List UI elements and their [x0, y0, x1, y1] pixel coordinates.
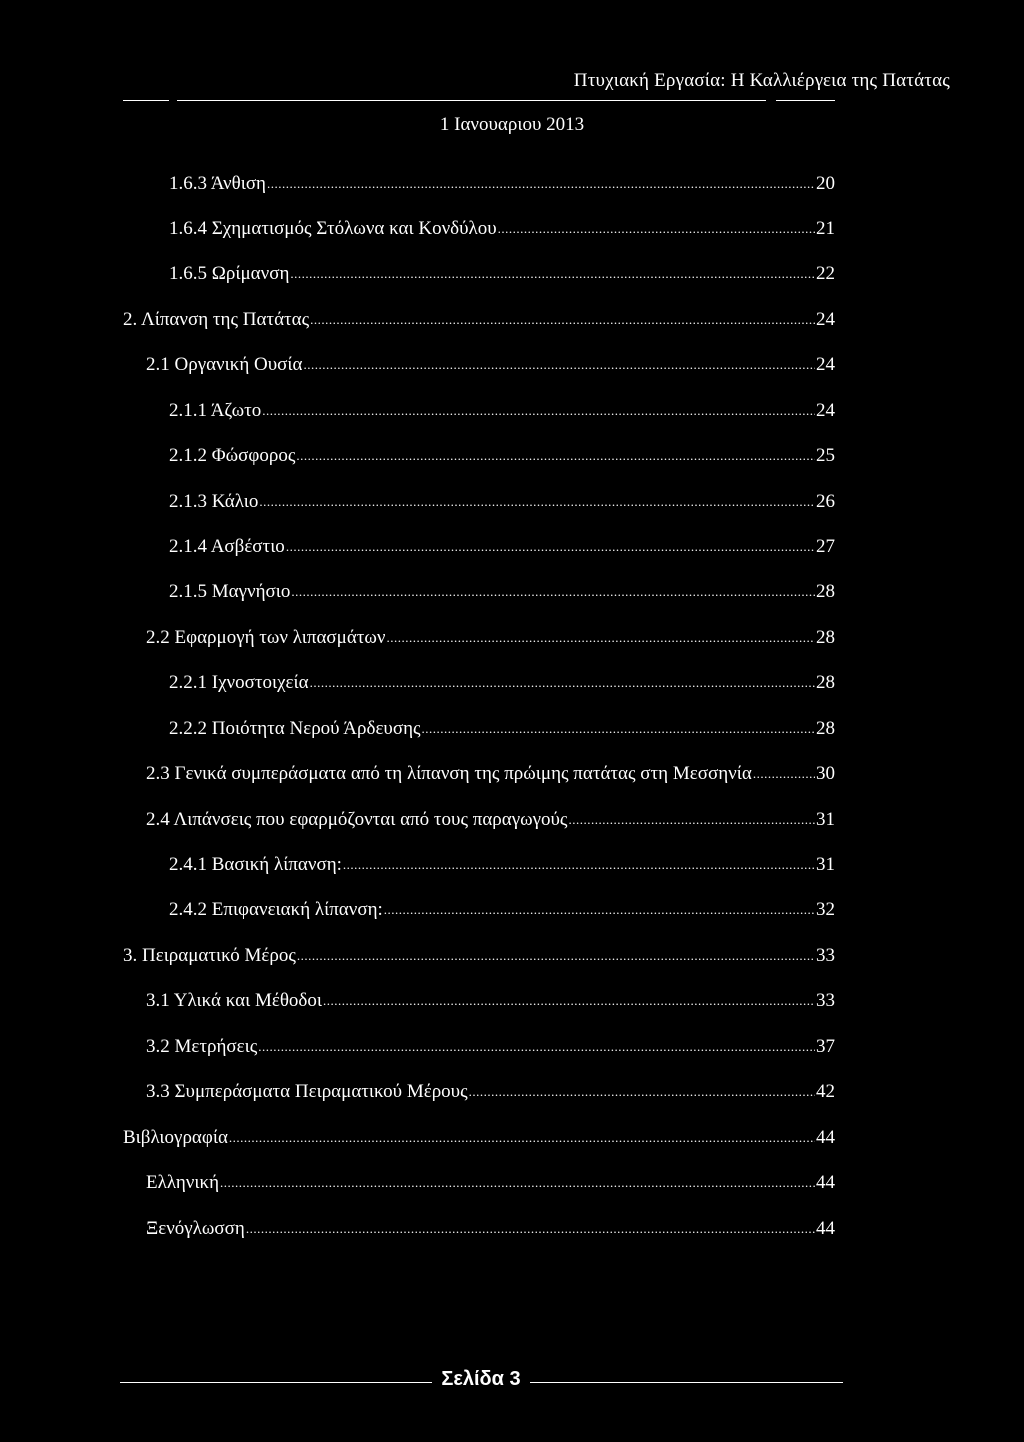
- toc-leader-dots: [343, 852, 815, 877]
- toc-leader-dots: [387, 625, 815, 650]
- toc-entry-label: 3.3 Συμπεράσματα Πειραματικού Μέρους: [146, 1081, 468, 1102]
- toc-leader-dots: [297, 943, 815, 968]
- toc-leader-dots: [290, 261, 815, 286]
- toc-entry-label: 2.1.2 Φώσφορος: [169, 445, 296, 466]
- toc-entry-page: 28: [816, 672, 835, 693]
- toc-entry-label: Ελληνική: [146, 1172, 220, 1193]
- toc-entry[interactable]: [169, 444, 835, 469]
- toc-leader-dots: [469, 1079, 815, 1104]
- footer-divider-right: [530, 1382, 843, 1383]
- toc-entry-page: 44: [816, 1172, 835, 1193]
- toc-entry-page: 24: [816, 400, 835, 421]
- toc-entry-page: 30: [816, 763, 835, 784]
- toc-entry[interactable]: [146, 626, 835, 651]
- toc-leader-dots: [262, 398, 815, 423]
- toc-leader-dots: [258, 1034, 815, 1059]
- toc-entry-label: 2.2.2 Ποιότητα Νερού Άρδευσης: [169, 718, 421, 739]
- toc-entry[interactable]: [169, 217, 835, 242]
- footer-divider-left: [120, 1382, 432, 1383]
- toc-entry[interactable]: [146, 1217, 835, 1242]
- toc-entry-page: 24: [816, 309, 835, 330]
- toc-entry-label: 3.1 Υλικά και Μέθοδοι: [146, 990, 322, 1011]
- toc-entry[interactable]: [146, 1035, 835, 1060]
- toc-entry[interactable]: [169, 671, 835, 696]
- toc-entry-page: 31: [816, 809, 835, 830]
- toc-entry[interactable]: [123, 1126, 835, 1151]
- toc-entry-label: 2.4 Λιπάνσεις που εφαρμόζονται από τους παραγωγούς: [146, 809, 568, 830]
- toc-entry[interactable]: [169, 535, 835, 560]
- toc-entry-page: 22: [816, 263, 835, 284]
- toc-entry[interactable]: [146, 808, 835, 833]
- toc-leader-dots: [229, 1125, 815, 1150]
- toc-entry[interactable]: [146, 1080, 835, 1105]
- toc-entry-page: 25: [816, 445, 835, 466]
- toc-entry[interactable]: [146, 353, 835, 378]
- toc-entry-label: Βιβλιογραφία: [123, 1127, 228, 1148]
- toc-entry-label: 1.6.5 Ωρίμανση: [169, 263, 290, 284]
- toc-entry-page: 24: [816, 354, 835, 375]
- toc-entry-page: 20: [816, 173, 835, 194]
- toc-entry-page: 37: [816, 1036, 835, 1057]
- toc-entry-label: 2.1.3 Κάλιο: [169, 491, 259, 512]
- toc-entry-page: 28: [816, 627, 835, 648]
- toc-entry[interactable]: [169, 490, 835, 515]
- toc-entry[interactable]: [169, 262, 835, 287]
- toc-entry-page: 21: [816, 218, 835, 239]
- toc-leader-dots: [286, 534, 815, 559]
- toc-entry[interactable]: [169, 580, 835, 605]
- toc-entry-label: 1.6.3 Άνθιση: [169, 173, 266, 194]
- toc-entry[interactable]: [169, 853, 835, 878]
- toc-entry-page: 28: [816, 718, 835, 739]
- toc-leader-dots: [291, 579, 815, 604]
- toc-entry-label: 2.2.1 Ιχνοστοιχεία: [169, 672, 309, 693]
- toc-entry-page: 33: [816, 945, 835, 966]
- toc-leader-dots: [568, 807, 815, 832]
- document-header-date: 1 Ιανουαριου 2013: [439, 114, 585, 135]
- toc-entry-label: 2.1.5 Μαγνήσιο: [169, 581, 291, 602]
- toc-entry-label: 2.2 Εφαρμογή των λιπασμάτων: [146, 627, 386, 648]
- toc-leader-dots: [310, 670, 815, 695]
- toc-entry-page: 27: [816, 536, 835, 557]
- toc-entry-label: 1.6.4 Σχηματισμός Στόλωνα και Κονδύλου: [169, 218, 497, 239]
- toc-entry-label: 2.4.2 Επιφανειακή λίπανση:: [169, 899, 383, 920]
- toc-entry[interactable]: [169, 399, 835, 424]
- toc-leader-dots: [310, 307, 815, 332]
- toc-entry-page: 33: [816, 990, 835, 1011]
- toc-leader-dots: [303, 352, 815, 377]
- toc-leader-dots: [220, 1170, 815, 1195]
- toc-entry[interactable]: [123, 308, 835, 333]
- toc-leader-dots: [384, 897, 815, 922]
- toc-leader-dots: [296, 443, 815, 468]
- toc-leader-dots: [246, 1216, 815, 1241]
- toc-entry[interactable]: [169, 898, 835, 923]
- toc-entry-label: 3.2 Μετρήσεις: [146, 1036, 258, 1057]
- toc-leader-dots: [267, 171, 815, 196]
- toc-entry-label: 2.4.1 Βασική λίπανση:: [169, 854, 342, 875]
- toc-entry-page: 32: [816, 899, 835, 920]
- toc-leader-dots: [753, 761, 815, 786]
- toc-entry[interactable]: [146, 989, 835, 1014]
- page-number: Σελίδα 3: [441, 1368, 521, 1390]
- toc-entry-page: 44: [816, 1127, 835, 1148]
- toc-entry-label: 3. Πειραματικό Μέρος: [123, 945, 296, 966]
- toc-entry-page: 42: [816, 1081, 835, 1102]
- toc-entry-page: 44: [816, 1218, 835, 1239]
- toc-entry-label: 2.1.4 Ασβέστιο: [169, 536, 285, 557]
- toc-entry[interactable]: [169, 717, 835, 742]
- toc-entry-label: Ξενόγλωσση: [146, 1218, 245, 1239]
- toc-entry[interactable]: [169, 172, 835, 197]
- toc-leader-dots: [323, 988, 815, 1013]
- toc-entry[interactable]: [146, 762, 835, 787]
- toc-entry-label: 2.3 Γενικά συμπεράσματα από τη λίπανση της πρώιμης πατάτας στη Μεσσηνία: [146, 763, 752, 784]
- toc-entry[interactable]: [146, 1171, 835, 1196]
- toc-leader-dots: [259, 489, 815, 514]
- document-header-title: Πτυχιακή Εργασία: Η Καλλιέργεια της Πατάτας: [573, 70, 950, 91]
- toc-entry-page: 26: [816, 491, 835, 512]
- toc-entry-label: 2.1 Οργανική Ουσία: [146, 354, 303, 375]
- toc-entry-page: 28: [816, 581, 835, 602]
- toc-leader-dots: [422, 716, 815, 741]
- toc-entry-label: 2.1.1 Άζωτο: [169, 400, 262, 421]
- toc-entry-label: 2. Λίπανση της Πατάτας: [123, 309, 310, 330]
- toc-entry-page: 31: [816, 854, 835, 875]
- toc-leader-dots: [498, 216, 815, 241]
- toc-entry[interactable]: [123, 944, 835, 969]
